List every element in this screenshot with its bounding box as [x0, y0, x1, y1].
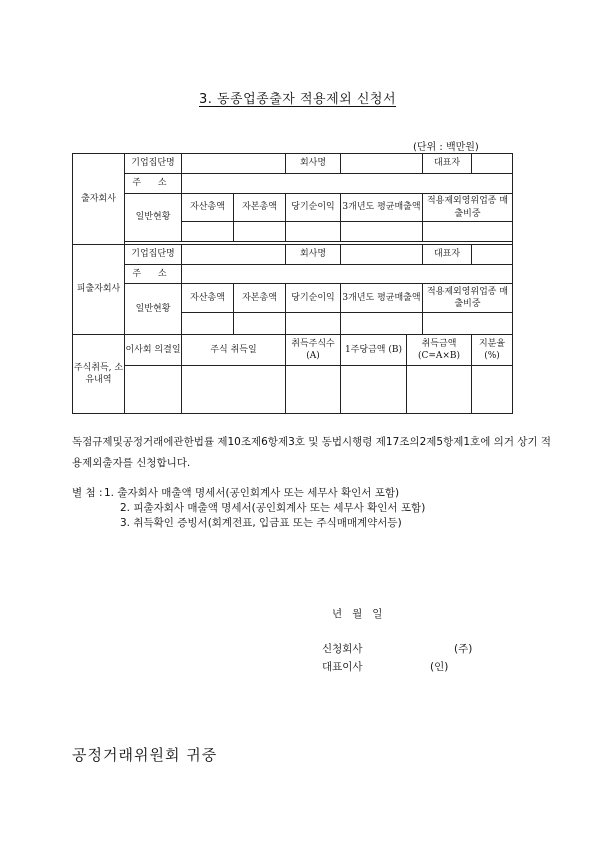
investee-company-label: 회사명 [286, 245, 341, 265]
representative-label: 대표이사 [322, 661, 363, 673]
date-line: 년 월 일 [332, 608, 383, 620]
applicant-company-label: 신청회사 [322, 643, 363, 655]
investor-net-profit-label: 당기순이익 [286, 194, 341, 222]
investee-net-profit-field[interactable] [286, 313, 341, 335]
investor-address-field[interactable] [182, 174, 513, 194]
investor-company-label: 회사명 [286, 154, 341, 174]
investor-section-label: 출자회사 [73, 154, 125, 245]
investor-total-assets-field[interactable] [182, 222, 234, 242]
shares-field[interactable] [286, 366, 341, 414]
investor-address-label: 주 소 [125, 174, 182, 194]
investee-ceo-label: 대표자 [423, 245, 472, 265]
shares-label: 취득주식수 (A) [286, 335, 341, 366]
stock-section-label: 주식취득, 소유내역 [73, 335, 125, 414]
amount-field[interactable] [407, 366, 472, 414]
price-per-share-field[interactable] [341, 366, 407, 414]
investee-group-field[interactable] [182, 245, 286, 265]
investee-avg-sales-label: 3개년도 평균매출액 [341, 284, 423, 313]
investor-company-field[interactable] [341, 154, 423, 174]
investor-status-label: 일반현황 [125, 194, 182, 242]
document-title: 3. 동종업종출자 적용제외 신청서 [198, 92, 397, 107]
investor-total-capital-field[interactable] [234, 222, 286, 242]
investee-total-capital-field[interactable] [234, 313, 286, 335]
investor-ceo-field[interactable] [472, 154, 513, 174]
investor-net-profit-field[interactable] [286, 222, 341, 242]
investee-address-label: 주 소 [125, 265, 182, 284]
investee-section-label: 피출자회사 [73, 245, 125, 335]
attachment-item: 1. 출자회사 매출액 명세서(공인회계사 또는 세무사 확인서 포함) [104, 487, 400, 499]
investor-total-capital-label: 자본총액 [234, 194, 286, 222]
investee-sales-ratio-label: 적용제외영위업종 매출비중 [423, 284, 513, 313]
investee-net-profit-label: 당기순이익 [286, 284, 341, 313]
ownership-field[interactable] [472, 366, 513, 414]
ownership-label: 지분율(%) [472, 335, 513, 366]
attachment-item: 3. 취득확인 증빙서(회계전표, 입금표 또는 주식매매계약서등) [120, 517, 402, 529]
investee-ceo-field[interactable] [472, 245, 513, 265]
investor-ceo-label: 대표자 [423, 154, 472, 174]
application-statement: 독점규제및공정거래에관한법률 제10조제6항제3호 및 동법시행령 제17조의2제5항제1호에 의거 상기 적용제외출자를 신청합니다. [72, 436, 552, 469]
acquisition-date-label: 주식 취득일 [182, 335, 286, 366]
investee-status-label: 일반현황 [125, 284, 182, 335]
board-date-label: 이사회 의결일 [125, 335, 182, 366]
attachments-label: 별 첨 : [72, 487, 103, 499]
addressee: 공정거래위원회 귀중 [72, 746, 218, 764]
application-form-table [72, 153, 513, 414]
investee-company-field[interactable] [341, 245, 423, 265]
investee-sales-ratio-field[interactable] [423, 313, 513, 335]
investee-total-capital-label: 자본총액 [234, 284, 286, 313]
investee-total-assets-field[interactable] [182, 313, 234, 335]
investor-group-field[interactable] [182, 154, 286, 174]
unit-note: (단위 : 백만원) [413, 142, 479, 153]
seal-mark: (인) [430, 661, 449, 673]
investee-group-label: 기업집단명 [125, 245, 182, 265]
investor-avg-sales-label: 3개년도 평균매출액 [341, 194, 423, 222]
acquisition-date-field[interactable] [182, 366, 286, 414]
investor-sales-ratio-field[interactable] [423, 222, 513, 242]
investor-avg-sales-field[interactable] [341, 222, 423, 242]
price-per-share-label: 1주당금액 (B) [341, 335, 407, 366]
board-date-field[interactable] [125, 366, 182, 414]
investee-avg-sales-field[interactable] [341, 313, 423, 335]
investee-address-field[interactable] [182, 265, 513, 284]
attachment-item: 2. 피출자회사 매출액 명세서(공인회계사 또는 세무사 확인서 포함) [120, 502, 426, 514]
amount-label: 취득금액 (C=A×B) [407, 335, 472, 366]
applicant-company-mark: (주) [454, 643, 473, 655]
investor-total-assets-label: 자산총액 [182, 194, 234, 222]
investor-group-label: 기업집단명 [125, 154, 182, 174]
investee-total-assets-label: 자산총액 [182, 284, 234, 313]
investor-sales-ratio-label: 적용제외영위업종 매출비중 [423, 194, 513, 222]
